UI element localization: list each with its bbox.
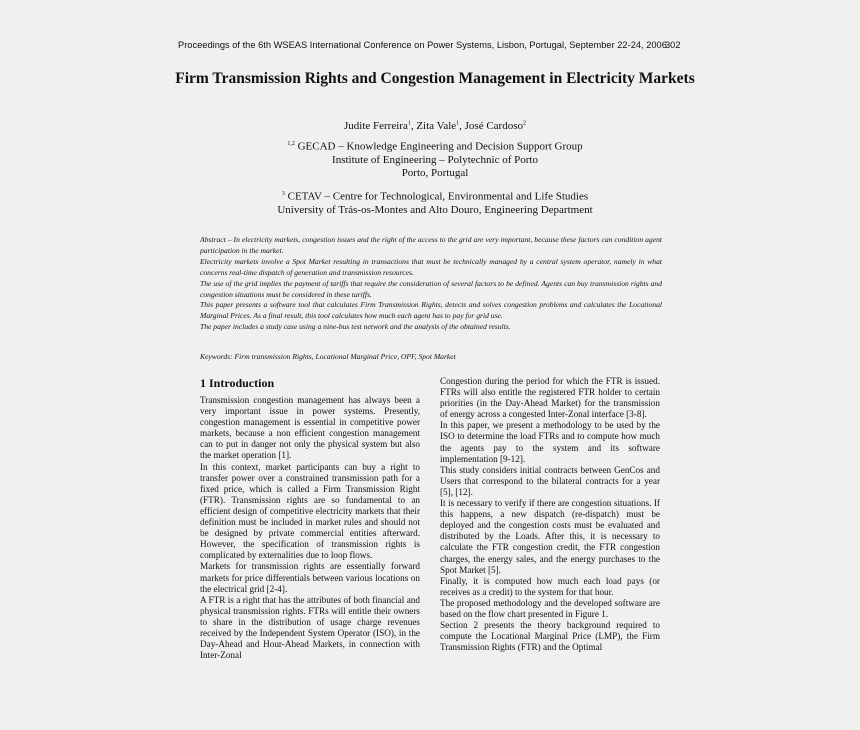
- author-1: Judite Ferreira: [343, 120, 408, 132]
- author-3: José Cardoso: [464, 120, 523, 132]
- keywords: Keywords: Firm transmission Rights, Locational Marginal Price, OPF, Spot Market: [200, 352, 456, 361]
- affiliation-2-line-1: CETAV – Centre for Technological, Environmental and Life Studies: [287, 190, 589, 203]
- abstract-paragraph: Electricity markets involve a Spot Market resulting in transactions that must be technically managed by a central system operator, namely in what concerns real-time dispatch of generation and transmission resources.: [200, 256, 662, 277]
- body-paragraph: In this context, market participants can buy a right to transfer power over a constrained transmission path for a fixed price, which is called a Firm Transmission Right (FTR). Transmission rights are so fundamental to an efficient design of competitive electricity markets that their definition must be included in market rules and should not be designed by private commercial entities afterward. However, the specification of transmission rights is complicated by externalities due to loop flows.: [200, 461, 420, 561]
- author-3-sup: 2: [523, 120, 526, 127]
- body-paragraph: Congestion during the period for which the FTR is issued. FTRs will also entitle the registered FTR holder to certain priorities (in the Day-Ahead Market) for the transmission of energy across a congested Inter-Zonal interface [3-8].: [440, 376, 660, 420]
- body-paragraph: Section 2 presents the theory background required to compute the Locational Marginal Price (LMP), the Firm Transmission Rights (FTR) and the Optimal: [440, 620, 660, 653]
- body-paragraph: In this paper, we present a methodology to be used by the ISO to determine the load FTRs and to compute how much the agents pay to the system and its software implementation [9-12].: [440, 420, 660, 464]
- body-paragraph: Markets for transmission rights are essentially forward markets for price differentials between various locations on the electrical grid [2-4].: [200, 561, 420, 594]
- abstract-paragraph: The paper includes a study case using a nine-bus test network and the analysis of the obtained results.: [200, 322, 511, 332]
- body-paragraph: Transmission congestion management has always been a very important issue in power systems. Presently, congestion management is essential in competitive power markets, because a non efficient congestion management can to put in danger not only the physical system but also the market operation [1].: [200, 395, 420, 461]
- body-paragraph: The proposed methodology and the developed software are based on the flow chart presented in Figure 1.: [440, 597, 660, 619]
- body-column-right: [440, 376, 660, 653]
- affiliation-2-line-2: University of Trás-os-Montes and Alto Douro, Engineering Department: [277, 203, 593, 216]
- abstract: [200, 235, 662, 333]
- abstract-paragraph: The use of the grid implies the payment of tariffs that require the consideration of several factors to be defined. Agents can buy transmission rights and congestion situations must be considered in these tariffs.: [200, 278, 662, 299]
- section-heading: 1 Introduction: [200, 376, 275, 390]
- author-1-sup: 1: [407, 120, 411, 127]
- affiliation-1: [150, 138, 720, 180]
- affiliation-1-line-3: Porto, Portugal: [401, 166, 469, 179]
- author-2: Zita Vale: [416, 120, 457, 132]
- authors: Judite Ferreira$^1$, Zita Vale$^1$, José Cardoso$^2$: [343, 120, 526, 132]
- affiliation-1-line-1: GECAD – Knowledge Engineering and Decision Support Group: [297, 140, 583, 153]
- header-conference: Proceedings of the 6th WSEAS International Conference on Power Systems, Lisbon, Portugal, September 22-24, 2006: [178, 40, 667, 50]
- body-paragraph: A FTR is a right that has the attributes of both financial and physical transmission rights. FTRs will entitle their owners to share in the distribution of usage charge revenues received by the Independent System Operator (ISO), in the Day-Ahead and Hour-Ahead Markets, in connection with Inter-Zonal: [200, 594, 420, 661]
- affiliation-1-sup: 1,2: [287, 141, 295, 147]
- body-column-left: [200, 395, 420, 661]
- body-paragraph: This study considers initial contracts between GenCos and Users that correspond to the bilateral contracts for a year [5], [12].: [440, 464, 660, 497]
- abstract-paragraph: Abstract – In electricity markets, congestion issues and the right of the access to the grid are very important, because these factors can condition agent participation in the market.: [200, 235, 662, 255]
- body-paragraph: It is necessary to verify if there are congestion situations. If this happens, a new dispatch (re-dispatch) must be deployed and the congestion costs must be evaluated and distributed by the Loads. After this, it is necessary to calculate the FTR congestion credit, the FTR congestion charges, the energy sales, and the energy purchases to the Spot Market [5].: [440, 498, 660, 575]
- affiliation-2: [150, 188, 720, 217]
- page-number: 302: [665, 40, 681, 50]
- affiliation-2-sup: 3: [281, 191, 285, 197]
- abstract-paragraph: This paper presents a software tool that calculates Firm Transmission Rights, detects and solves congestion problems and calculates the Locational Marginal Prices. As a final result, this tool calculates how much each agent has to pay for grid use.: [200, 300, 662, 321]
- body-paragraph: Finally, it is computed how much each load pays (or receives as a credit) to the system for that hour.: [440, 575, 660, 597]
- paper-title: Firm Transmission Rights and Congestion Management in Electricity Markets: [175, 70, 695, 87]
- affiliation-1-line-2: Institute of Engineering – Polytechnic of Porto: [332, 153, 538, 166]
- author-2-sup: 1: [456, 120, 460, 127]
